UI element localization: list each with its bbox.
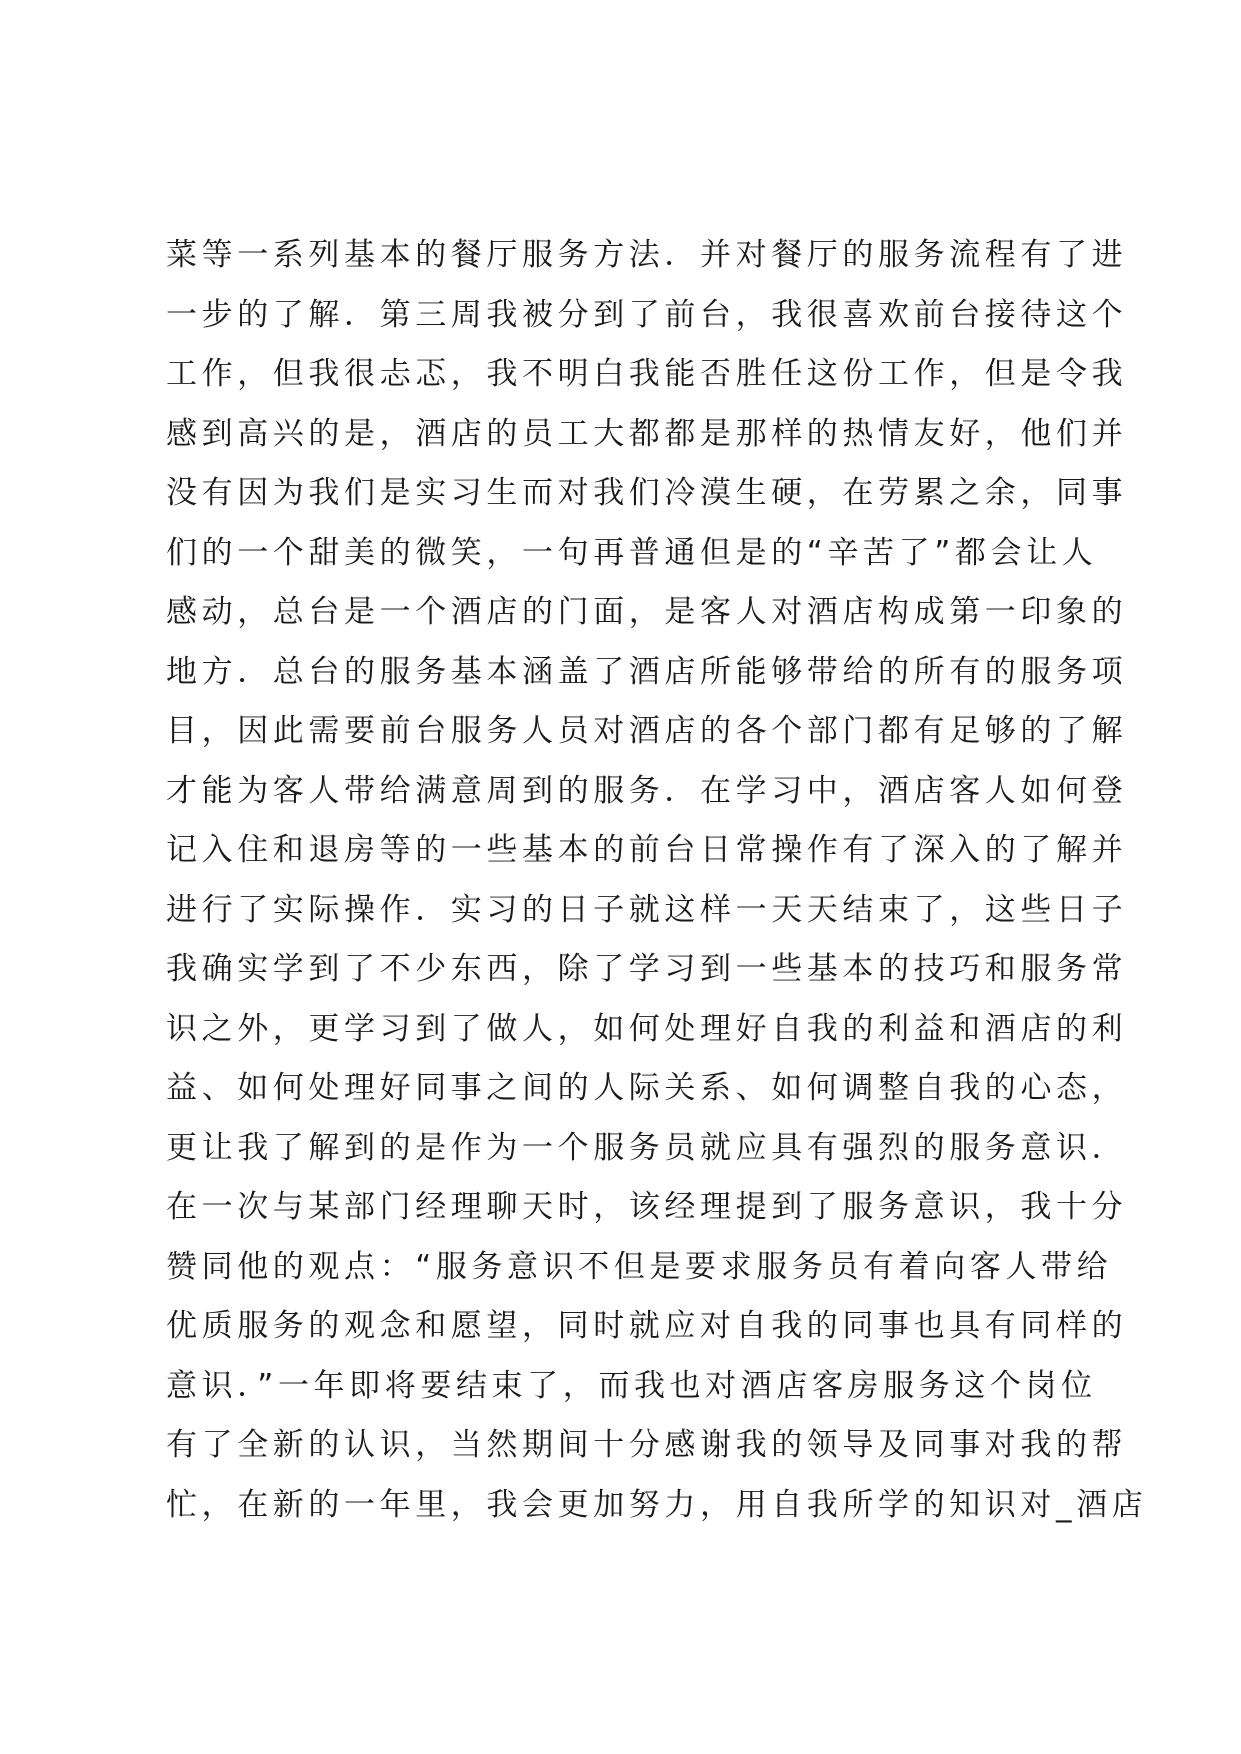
text-line: 才能为客人带给满意周到的服务．在学习中，酒店客人如何登 bbox=[166, 772, 1128, 809]
text-line: 意识．”一年即将要结束了，而我也对酒店客房服务这个岗位 bbox=[166, 1367, 1097, 1404]
text-line: 忙，在新的一年里，我会更加努力，用自我所学的知识对_酒店 bbox=[166, 1486, 1148, 1523]
text-line: 进行了实际操作．实习的日子就这样一天天结束了，这些日子 bbox=[166, 891, 1128, 928]
text-line: 没有因为我们是实习生而对我们冷漠生硬，在劳累之余，同事 bbox=[166, 475, 1128, 511]
text-line: 菜等一系列基本的餐厅服务方法．并对餐厅的服务流程有了进 bbox=[166, 237, 1128, 273]
text-line: 目，因此需要前台服务人员对酒店的各个部门都有足够的了解 bbox=[166, 713, 1128, 749]
text-line: 记入住和退房等的一些基本的前台日常操作有了深入的了解并 bbox=[166, 832, 1128, 868]
text-line: 识之外，更学习到了做人，如何处理好自我的利益和酒店的利 bbox=[166, 1010, 1128, 1047]
text-line: 我确实学到了不少东西，除了学习到一些基本的技巧和服务常 bbox=[166, 951, 1128, 987]
body-text bbox=[166, 226, 1148, 1535]
text-line: 一步的了解．第三周我被分到了前台，我很喜欢前台接待这个 bbox=[166, 296, 1128, 333]
text-line: 在一次与某部门经理聊天时，该经理提到了服务意识，我十分 bbox=[166, 1189, 1128, 1225]
text-line: 更让我了解到的是作为一个服务员就应具有强烈的服务意识． bbox=[166, 1129, 1128, 1166]
text-line: 们的一个甜美的微笑，一句再普通但是的“辛苦了”都会让人 bbox=[166, 534, 1098, 571]
text-line: 有了全新的认识，当然期间十分感谢我的领导及同事对我的帮 bbox=[166, 1427, 1128, 1463]
text-line: 工作，但我很忐忑，我不明白我能否胜任这份工作，但是令我 bbox=[166, 356, 1128, 392]
text-line: 益、如何处理好同事之间的人际关系、如何调整自我的心态， bbox=[166, 1070, 1128, 1106]
text-line: 赞同他的观点：“服务意识不但是要求服务员有着向客人带给 bbox=[166, 1248, 1113, 1285]
text-line: 感动，总台是一个酒店的门面，是客人对酒店构成第一印象的 bbox=[166, 594, 1128, 630]
text-line: 优质服务的观念和愿望，同时就应对自我的同事也具有同样的 bbox=[166, 1308, 1128, 1344]
text-line: 感到高兴的是，酒店的员工大都都是那样的热情友好，他们并 bbox=[166, 415, 1128, 452]
text-line: 地方．总台的服务基本涵盖了酒店所能够带给的所有的服务项 bbox=[166, 653, 1128, 690]
